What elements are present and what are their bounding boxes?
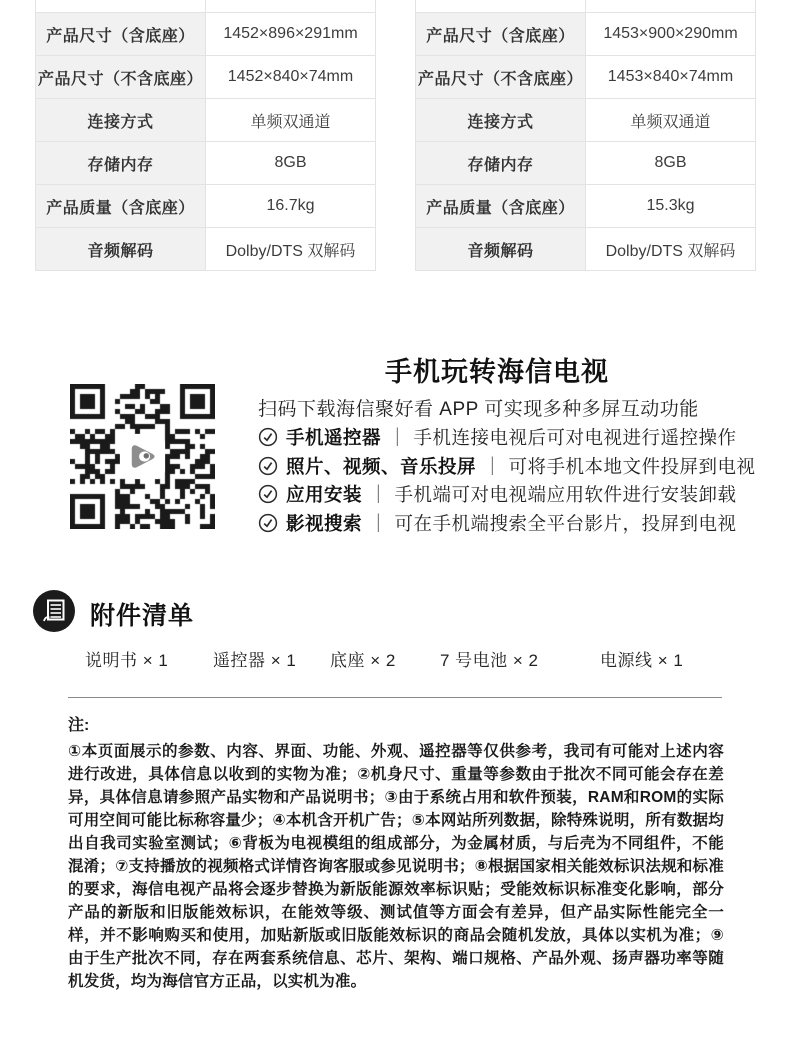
feature-desc: 手机端可对电视端应用软件进行安装卸载 [394, 484, 737, 506]
feature-label: 应用安装 [286, 484, 363, 506]
spec-value: Dolby/DTS 双解码 [605, 242, 736, 260]
spec-value: 8GB [654, 154, 687, 171]
spec-table-left [35, 0, 376, 271]
feature-separator: ｜ [369, 484, 388, 506]
accessory-item: 遥控器 × 1 [213, 651, 297, 670]
table-row [416, 227, 755, 270]
feature-separator: ｜ [369, 512, 388, 534]
feature-item [258, 483, 748, 505]
table-row-partial [416, 0, 755, 12]
accessory-item: 说明书 × 1 [85, 651, 169, 670]
table-row [36, 12, 375, 55]
spec-label: 产品尺寸（含底座） [36, 13, 206, 55]
spec-label: 音频解码 [416, 228, 586, 270]
feature-desc: 可将手机本地文件投屏到电视 [508, 455, 756, 477]
spec-label: 产品尺寸（不含底座） [36, 56, 206, 98]
spec-label: 产品尺寸（含底座） [416, 13, 586, 55]
feature-label: 影视搜索 [286, 512, 363, 534]
accessories-title: 附件清单 [90, 602, 195, 630]
spec-value: 1453×840×74mm [607, 68, 734, 85]
check-circle-icon [258, 513, 278, 533]
table-row [36, 141, 375, 184]
spec-value: 15.3kg [646, 197, 695, 214]
spec-label: 存储内存 [416, 142, 586, 184]
promo-title: 手机玩转海信电视 [385, 357, 609, 387]
accessory-item: 7 号电池 × 2 [440, 651, 539, 670]
accessory-item: 电源线 × 1 [600, 651, 684, 670]
spec-value: 1452×840×74mm [227, 68, 354, 85]
spec-value: 8GB [274, 154, 307, 171]
spec-value: 单频双通道 [250, 113, 331, 131]
notes-body: ①本页面展示的参数、内容、界面、功能、外观、遥控器等仅供参考，我司有可能对上述内容进行改进，具体信息以收到的实物为准；②机身尺寸、重量等参数由于批次不同可能会存在差异，具体信息请参照产品实物和产品说明书；③由于系统占用和软件预装，RAM和ROM的实际可用空间可能比标称容量少；④本机含开机广告；⑤本网站所列数据，除特殊说明，所有数据均出自我司实验室测试；⑥背板为电视模组的组成部分，为金属材质，与后壳为不同组件，不能混淆；⑦支持播放的视频格式详情咨询客服或参见说明书；⑧根据国家相关能效标识法规和标准的要求，海信电视产品将会逐步替换为新版能源效率标识贴；受能效标识标准变化影响，部分产品的新版和旧版能效标识，在能效等级、测试值等方面会有差异，但产品实际性能完全一样，并不影响购买和使用，加贴新版或旧版能效标识的商品会随机发放，具体以实机为准；⑨由于生产批次不同，存在两套系统信息、芯片、架构、端口规格、产品外观、扬声器功率等随机发货，均为海信官方正品，以实机为准。 [68, 743, 724, 990]
feature-item [258, 426, 748, 448]
table-row [36, 55, 375, 98]
check-circle-icon [258, 484, 278, 504]
spec-value: 1453×900×290mm [603, 25, 738, 42]
table-row [36, 184, 375, 227]
feature-item [258, 512, 748, 534]
table-row [36, 227, 375, 270]
notes-section [68, 712, 724, 993]
spec-label: 连接方式 [416, 99, 586, 141]
spec-label: 存储内存 [36, 142, 206, 184]
accessories-list [0, 646, 790, 670]
feature-desc: 手机连接电视后可对电视进行遥控操作 [413, 427, 737, 448]
spec-table-right [415, 0, 756, 271]
table-row [36, 98, 375, 141]
spec-label: 产品尺寸（不含底座） [416, 56, 586, 98]
spec-label: 连接方式 [36, 99, 206, 141]
spec-value: Dolby/DTS 双解码 [225, 242, 356, 260]
table-row [416, 141, 755, 184]
table-row-partial [36, 0, 375, 12]
spec-value: 单频双通道 [630, 113, 711, 131]
check-circle-icon [258, 456, 278, 476]
spec-label: 产品质量（含底座） [36, 185, 206, 227]
spec-value: 1452×896×291mm [223, 25, 358, 42]
feature-item [258, 455, 756, 477]
feature-label: 照片、视频、音乐投屏 [286, 455, 477, 477]
spec-value: 16.7kg [266, 197, 315, 214]
feature-separator: ｜ [483, 455, 502, 477]
spec-label: 产品质量（含底座） [416, 185, 586, 227]
check-circle-icon [258, 427, 278, 447]
feature-desc: 可在手机端搜索全平台影片，投屏到电视 [394, 512, 737, 534]
juhaokan-play-icon [120, 434, 165, 479]
feature-list [258, 426, 756, 540]
qr-code [70, 384, 215, 529]
feature-separator: ｜ [388, 427, 407, 448]
promo-subtitle: 扫码下载海信聚好看 APP 可实现多种多屏互动功能 [258, 399, 699, 420]
accessory-item: 底座 × 2 [330, 651, 396, 670]
divider-line [68, 697, 722, 698]
feature-label: 手机遥控器 [286, 427, 382, 448]
spec-label: 音频解码 [36, 228, 206, 270]
table-row [416, 98, 755, 141]
table-row [416, 12, 755, 55]
table-row [416, 184, 755, 227]
table-row [416, 55, 755, 98]
accessory-list-icon [33, 590, 75, 632]
notes-heading: 注: [68, 717, 90, 734]
